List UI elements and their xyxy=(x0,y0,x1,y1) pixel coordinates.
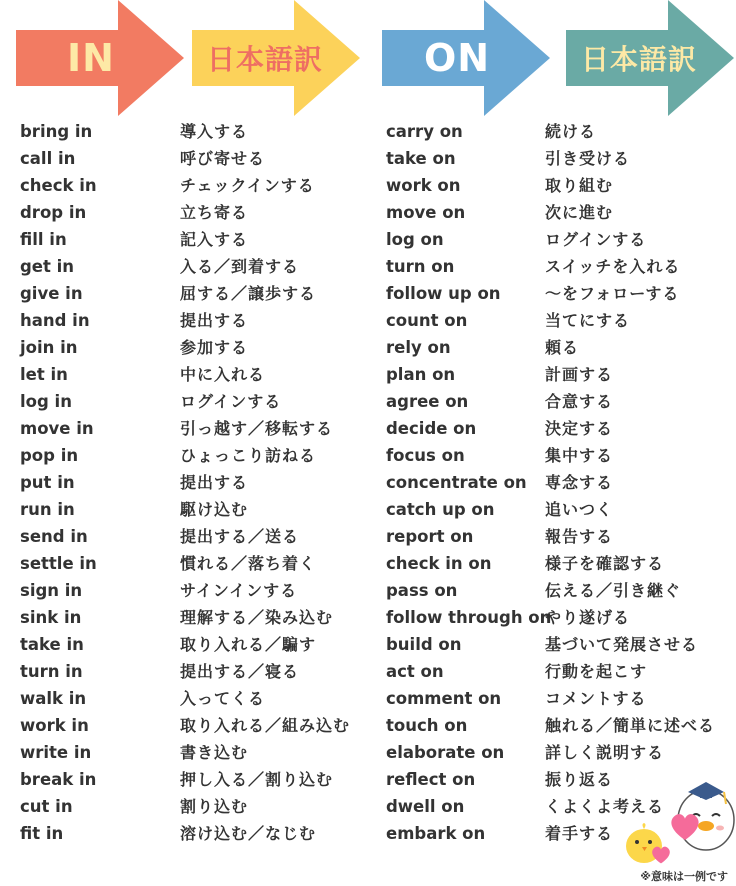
on-phrase-item: rely on xyxy=(386,338,451,357)
on-phrase-item: check in on xyxy=(386,554,492,573)
in-phrase-item: put in xyxy=(20,473,75,492)
in-phrase-item: let in xyxy=(20,365,68,384)
on-translation-item: やり遂げる xyxy=(545,608,631,627)
on-phrase-item: work on xyxy=(386,176,461,195)
on-phrase-item: count on xyxy=(386,311,468,330)
in-phrase-item: call in xyxy=(20,149,76,168)
in-phrase-item: take in xyxy=(20,635,84,654)
heart-icon xyxy=(668,812,702,842)
in-phrase-item: send in xyxy=(20,527,88,546)
in-phrase-item: sink in xyxy=(20,608,82,627)
in-translation-list xyxy=(180,118,350,847)
on-phrase-item: log on xyxy=(386,230,444,249)
on-translation-item: 続ける xyxy=(545,122,597,141)
in-translation-item: ログインする xyxy=(180,392,282,411)
in-translation-item: ひょっこり訪ねる xyxy=(180,446,317,465)
header-on-label: ON xyxy=(423,36,491,80)
in-translation-item: 慣れる／落ち着く xyxy=(180,554,317,573)
in-translation-item: チェックインする xyxy=(180,176,315,195)
on-phrase-item: agree on xyxy=(386,392,469,411)
in-translation-item: 中に入れる xyxy=(180,365,266,384)
on-translation-item: 着手する xyxy=(545,824,614,843)
on-phrase-item: report on xyxy=(386,527,474,546)
in-translation-item: 記入する xyxy=(180,230,249,249)
on-phrase-item: pass on xyxy=(386,581,458,600)
in-phrase-item: log in xyxy=(20,392,72,411)
in-phrase-item: write in xyxy=(20,743,92,762)
in-phrase-item: settle in xyxy=(20,554,97,573)
in-translation-item: サインインする xyxy=(180,581,298,600)
on-phrase-item: carry on xyxy=(386,122,463,141)
in-phrase-item: check in xyxy=(20,176,97,195)
in-translation-item: 割り込む xyxy=(180,797,249,816)
on-phrase-item: elaborate on xyxy=(386,743,505,762)
header-on-translation xyxy=(566,0,736,116)
on-translation-item: スイッチを入れる xyxy=(545,257,681,276)
in-translation-item: 提出する／送る xyxy=(180,527,300,546)
on-translation-item: 〜をフォローする xyxy=(545,284,680,303)
on-translation-item: 頼る xyxy=(545,338,580,357)
on-phrase-list xyxy=(386,118,551,847)
on-translation-item: 決定する xyxy=(545,419,614,438)
on-translation-item: 詳しく説明する xyxy=(545,743,665,762)
in-phrase-item: turn in xyxy=(20,662,83,681)
on-phrase-item: catch up on xyxy=(386,500,495,519)
in-phrase-item: join in xyxy=(20,338,78,357)
in-translation-item: 提出する xyxy=(180,473,249,492)
in-phrase-item: work in xyxy=(20,716,89,735)
on-translation-list xyxy=(545,118,715,847)
on-translation-item: 計画する xyxy=(545,365,614,384)
header-in xyxy=(16,0,186,116)
in-phrase-item: run in xyxy=(20,500,75,519)
on-phrase-item: move on xyxy=(386,203,466,222)
in-translation-item: 駆け込む xyxy=(180,500,249,519)
in-translation-item: 溶け込む／なじむ xyxy=(180,824,317,843)
in-phrase-item: get in xyxy=(20,257,75,276)
in-translation-item: 入る／到着する xyxy=(180,257,300,276)
on-phrase-item: turn on xyxy=(386,257,455,276)
in-translation-item: 取り入れる／騙す xyxy=(180,635,317,654)
in-translation-item: 呼び寄せる xyxy=(180,149,266,168)
on-translation-item: 引き受ける xyxy=(545,149,631,168)
in-translation-item: 取り入れる／組み込む xyxy=(180,716,351,735)
in-phrase-item: walk in xyxy=(20,689,87,708)
on-phrase-item: act on xyxy=(386,662,444,681)
on-translation-item: 触れる／簡単に述べる xyxy=(545,716,716,735)
on-translation-item: 様子を確認する xyxy=(545,554,665,573)
on-phrase-item: build on xyxy=(386,635,462,654)
header-in-translation-label: 日本語訳 xyxy=(206,43,323,76)
header-in-translation xyxy=(192,0,362,116)
on-phrase-item: reflect on xyxy=(386,770,476,789)
footnote: ※意味は一例です xyxy=(640,870,728,883)
on-translation-item: 合意する xyxy=(545,392,614,411)
in-translation-item: 導入する xyxy=(180,122,249,141)
on-translation-item: 専念する xyxy=(545,473,614,492)
on-translation-item: コメントする xyxy=(545,689,647,708)
in-translation-item: 入ってくる xyxy=(180,689,266,708)
on-translation-item: 取り組む xyxy=(545,176,614,195)
on-phrase-item: decide on xyxy=(386,419,477,438)
header-on-translation-label: 日本語訳 xyxy=(580,43,697,76)
header-on xyxy=(382,0,552,116)
on-phrase-item: concentrate on xyxy=(386,473,527,492)
in-phrase-list xyxy=(20,118,97,847)
in-phrase-item: fill in xyxy=(20,230,67,249)
on-translation-item: 行動を起こす xyxy=(545,662,648,681)
header-in-label: IN xyxy=(67,36,115,80)
in-translation-item: 屈する／譲歩する xyxy=(180,284,317,303)
on-translation-item: 追いつく xyxy=(545,500,614,519)
on-translation-item: ログインする xyxy=(545,230,647,249)
on-translation-item: 基づいて発展させる xyxy=(545,635,699,654)
in-phrase-item: move in xyxy=(20,419,94,438)
on-translation-item: 当てにする xyxy=(545,311,631,330)
in-phrase-item: sign in xyxy=(20,581,83,600)
on-translation-item: 伝える／引き継ぐ xyxy=(545,581,682,600)
on-translation-item: 次に進む xyxy=(545,203,614,222)
in-phrase-item: bring in xyxy=(20,122,93,141)
on-phrase-item: take on xyxy=(386,149,456,168)
on-phrase-item: follow through on xyxy=(386,608,552,627)
in-phrase-item: drop in xyxy=(20,203,87,222)
in-phrase-item: break in xyxy=(20,770,97,789)
in-translation-item: 押し入る／割り込む xyxy=(180,770,334,789)
in-phrase-item: fit in xyxy=(20,824,64,843)
on-phrase-item: plan on xyxy=(386,365,456,384)
in-translation-item: 提出する xyxy=(180,311,249,330)
on-translation-item: くよくよ考える xyxy=(545,797,665,816)
in-translation-item: 書き込む xyxy=(180,743,249,762)
on-phrase-item: dwell on xyxy=(386,797,465,816)
in-phrase-item: give in xyxy=(20,284,83,303)
on-translation-item: 報告する xyxy=(545,527,614,546)
in-translation-item: 理解する／染み込む xyxy=(180,608,334,627)
on-translation-item: 振り返る xyxy=(545,770,614,789)
in-translation-item: 引っ越す／移転する xyxy=(180,419,334,438)
on-translation-item: 集中する xyxy=(545,446,614,465)
on-phrase-item: embark on xyxy=(386,824,486,843)
on-phrase-item: comment on xyxy=(386,689,502,708)
in-translation-item: 提出する／寝る xyxy=(180,662,300,681)
on-phrase-item: focus on xyxy=(386,446,465,465)
on-phrase-item: touch on xyxy=(386,716,468,735)
in-phrase-item: hand in xyxy=(20,311,90,330)
in-phrase-item: pop in xyxy=(20,446,79,465)
in-translation-item: 参加する xyxy=(180,338,249,357)
in-translation-item: 立ち寄る xyxy=(180,203,249,222)
small-heart-icon xyxy=(650,845,672,865)
in-phrase-item: cut in xyxy=(20,797,73,816)
on-phrase-item: follow up on xyxy=(386,284,501,303)
